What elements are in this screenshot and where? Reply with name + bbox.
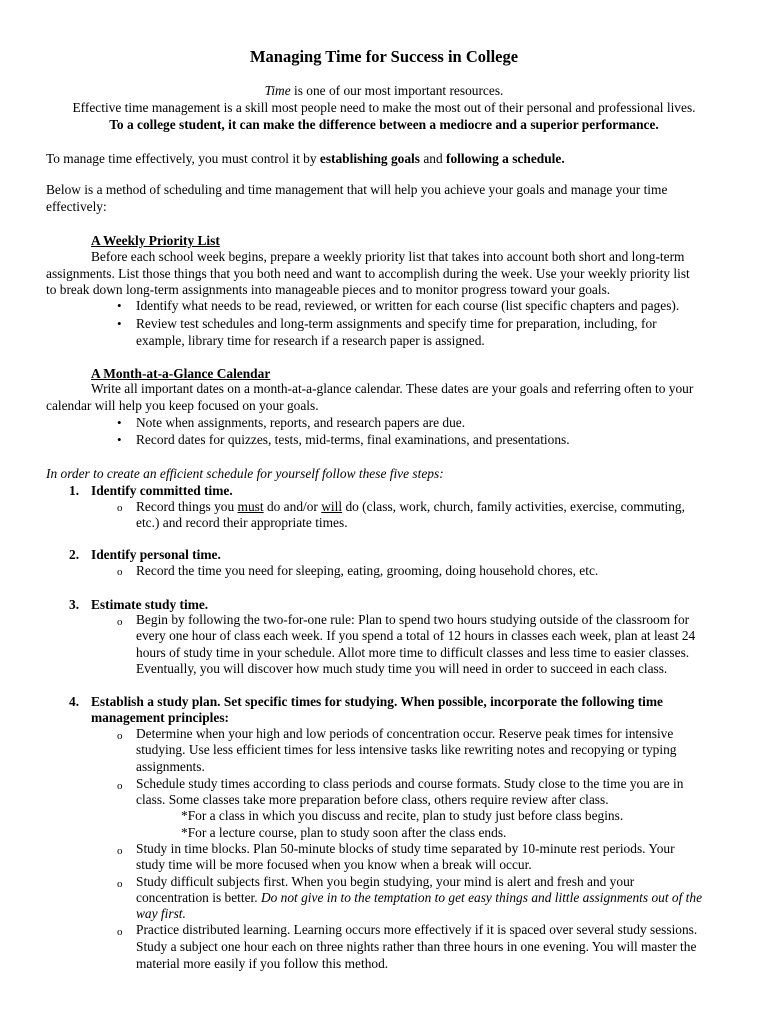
bullet-icon: • — [117, 415, 122, 430]
step-number: 4. — [69, 694, 80, 709]
step-4b-note-1: *For a class in which you discuss and recite, plan to study just before class begins. — [181, 808, 624, 823]
step-1-line-1: Record things you must do and/or will do (class, work, church, family activities, exercise, commuting, — [136, 499, 685, 514]
step-4e-line-3: material more easily if you follow this method. — [136, 956, 389, 971]
monthly-bullet-1: Note when assignments, reports, and research papers are due. — [136, 415, 466, 430]
page-title: Managing Time for Success in College — [249, 47, 519, 66]
hollow-bullet-icon: o — [117, 878, 123, 890]
intro-line-2: Effective time management is a skill most people need to make the most out of their personal and professional lives. — [72, 100, 696, 115]
step-4-title-line-1: Establish a study plan. Set specific times for studying. When possible, incorporate the following time — [91, 694, 663, 709]
step-4d-line-1: Study difficult subjects first. When you begin studying, your mind is alert and fresh and your — [136, 874, 635, 889]
step-number: 1. — [69, 483, 80, 498]
step-4a-line-3: assignments. — [136, 759, 205, 774]
intro-line-1: Time is one of our most important resources. — [264, 83, 504, 98]
weekly-bullet-2: Review test schedules and long-term assignments and specify time for preparation, including, for — [136, 316, 657, 331]
hollow-bullet-icon: o — [117, 845, 123, 857]
step-4b-line-2: class. Some classes take more preparation before class, others require review after class. — [136, 792, 609, 807]
step-3-line-2: every one hour of class each week. If you spend a total of 12 hours in classes each week, plan at least 24 — [136, 628, 696, 643]
weekly-bullet-1: Identify what needs to be read, reviewed, or written for each course (list specific chapters and pages). — [136, 298, 680, 313]
step-3-title: Estimate study time. — [91, 597, 209, 612]
hollow-bullet-icon: o — [117, 566, 123, 578]
step-4-title-line-2: management principles: — [91, 710, 229, 725]
step-4c-line-1: Study in time blocks. Plan 50-minute blocks of study time separated by 10-minute rest periods. Your — [136, 841, 675, 856]
step-4a-line-2: studying. Use less efficient times for less intensive tasks like rewriting notes and recopying or typing — [136, 742, 677, 757]
step-4a-line-1: Determine when your high and low periods of concentration occur. Reserve peak times for intensive — [136, 726, 674, 741]
hollow-bullet-icon: o — [117, 616, 123, 628]
step-1-line-2: etc.) and record their appropriate times. — [136, 515, 348, 530]
step-4b-line-1: Schedule study times according to class periods and course formats. Study close to the time you are in — [136, 776, 684, 791]
step-4e-line-1: Practice distributed learning. Learning occurs more effectively if it is spaced over several study sessions. — [136, 922, 698, 937]
monthly-line-2: calendar will help you keep focused on your goals. — [46, 398, 319, 413]
step-1-title: Identify committed time. — [91, 483, 233, 498]
intro-line-3: To a college student, it can make the difference between a mediocre and a superior performance. — [109, 117, 659, 132]
step-4c-line-2: study time will be more focused when you know when a break will occur. — [136, 857, 532, 872]
hollow-bullet-icon: o — [117, 730, 123, 742]
bullet-icon: • — [117, 316, 122, 331]
step-3-line-3: hours of study time in your schedule. Allot more time to difficult classes and less time to easier classes. — [136, 645, 690, 660]
bullet-icon: • — [117, 298, 122, 313]
hollow-bullet-icon: o — [117, 502, 123, 514]
control-sentence: To manage time effectively, you must control it by establishing goals and following a schedule. — [46, 151, 565, 166]
step-number: 2. — [69, 547, 80, 562]
step-2-line-1: Record the time you need for sleeping, eating, grooming, doing household chores, etc. — [136, 563, 599, 578]
hollow-bullet-icon: o — [117, 780, 123, 792]
bullet-icon: • — [117, 432, 122, 447]
step-4e-line-2: Study a subject one hour each on three nights rather than three hours in one evening. You will master the — [136, 939, 697, 954]
method-line-2: effectively: — [46, 199, 107, 214]
monthly-line-1: Write all important dates on a month-at-a-glance calendar. These dates are your goals and referring often to your — [91, 381, 694, 396]
step-2-title: Identify personal time. — [91, 547, 221, 562]
method-line-1: Below is a method of scheduling and time management that will help you achieve your goals and manage your time — [46, 182, 668, 197]
weekly-line-1: Before each school week begins, prepare a weekly priority list that takes into account both short and long-term — [91, 249, 685, 264]
steps-intro: In order to create an efficient schedule for yourself follow these five steps: — [46, 466, 444, 481]
step-3-line-1: Begin by following the two-for-one rule: Plan to spend two hours studying outside of the classroom for — [136, 612, 690, 627]
step-4d-line-2: concentration is better. Do not give in to the temptation to get easy things and little assignments out of the — [136, 890, 703, 905]
weekly-line-2: assignments. List those things that you both need and want to accomplish during the week. Use your weekly priority list — [46, 266, 690, 281]
weekly-line-3: to break down long-term assignments into manageable pieces and to monitor progress toward your goals. — [46, 282, 611, 297]
monthly-heading: A Month-at-a-Glance Calendar — [91, 366, 271, 381]
weekly-heading: A Weekly Priority List — [91, 233, 220, 248]
weekly-bullet-2-cont: example, library time for research if a research paper is assigned. — [136, 333, 485, 348]
step-4d-line-3: way first. — [136, 906, 186, 921]
step-number: 3. — [69, 597, 80, 612]
step-3-line-4: Eventually, you will discover how much study time you will need in order to succeed in each class. — [136, 661, 668, 676]
step-4b-note-2: *For a lecture course, plan to study soon after the class ends. — [181, 825, 507, 840]
monthly-bullet-2: Record dates for quizzes, tests, mid-terms, final examinations, and presentations. — [136, 432, 570, 447]
hollow-bullet-icon: o — [117, 926, 123, 938]
